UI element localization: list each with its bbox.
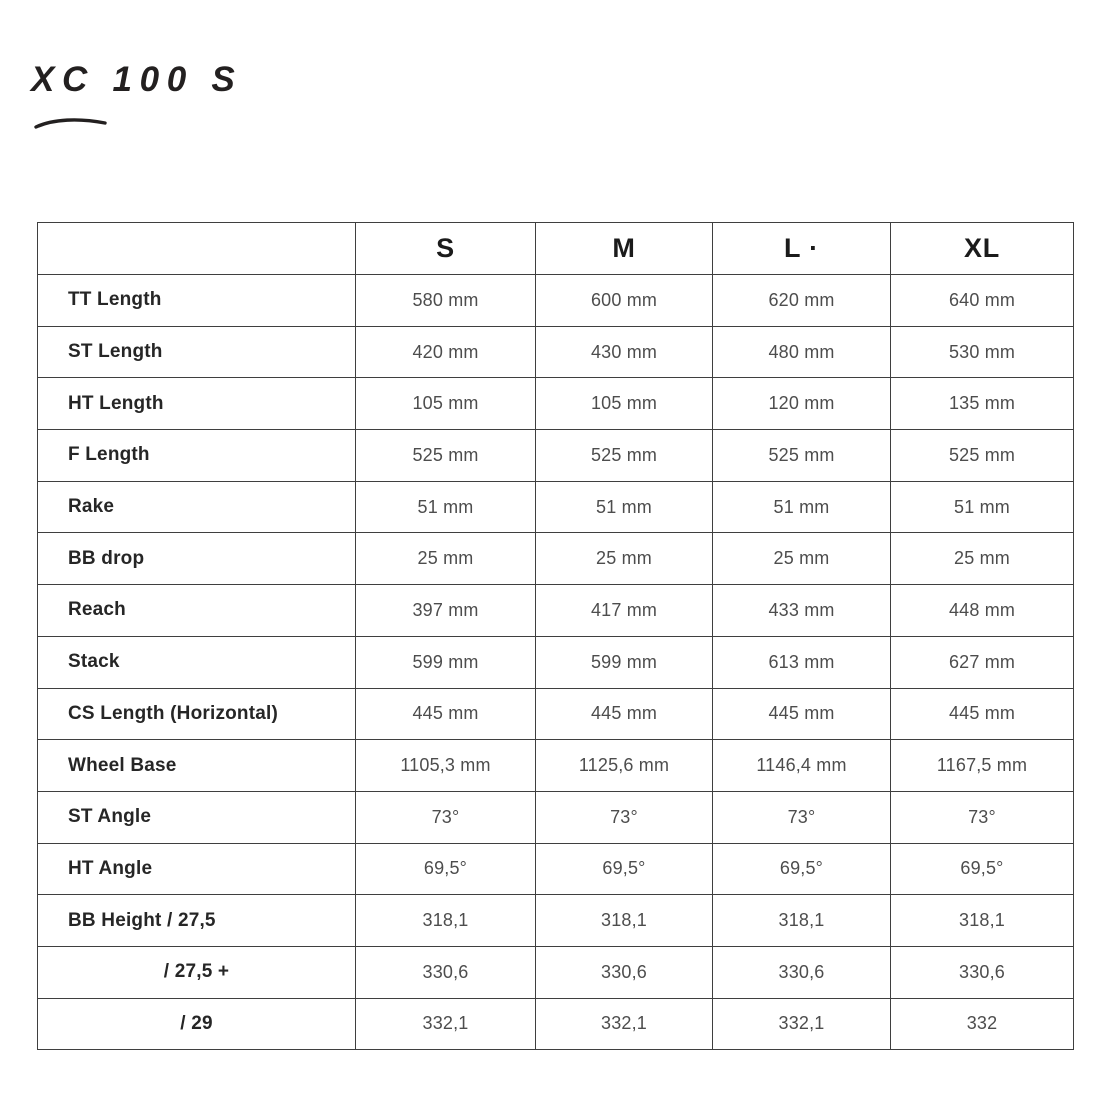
cell-value: 51 mm — [891, 481, 1074, 533]
cell-value: 330,6 — [356, 946, 536, 998]
cell-value: 1105,3 mm — [356, 740, 536, 792]
cell-value: 417 mm — [536, 585, 713, 637]
cell-value: 69,5° — [713, 843, 891, 895]
table-row — [38, 585, 1074, 637]
row-label: Reach — [38, 585, 356, 637]
row-label: Wheel Base — [38, 740, 356, 792]
cell-value: 330,6 — [536, 946, 713, 998]
cell-value: 120 mm — [713, 378, 891, 430]
cell-value: 433 mm — [713, 585, 891, 637]
cell-value: 25 mm — [713, 533, 891, 585]
cell-value: 105 mm — [356, 378, 536, 430]
row-label: BB drop — [38, 533, 356, 585]
cell-value: 530 mm — [891, 326, 1074, 378]
row-label: F Length — [38, 430, 356, 482]
page-title: XC 100 S — [31, 60, 243, 99]
header-row — [38, 223, 1074, 275]
header-cell-size-xl: XL — [891, 223, 1074, 275]
cell-value: 332,1 — [713, 998, 891, 1050]
geometry-table — [37, 222, 1074, 1050]
row-label: / 27,5 + — [38, 946, 356, 998]
cell-value: 51 mm — [713, 481, 891, 533]
row-label: HT Length — [38, 378, 356, 430]
cell-value: 51 mm — [356, 481, 536, 533]
cell-value: 73° — [891, 791, 1074, 843]
cell-value: 318,1 — [713, 895, 891, 947]
cell-value: 51 mm — [536, 481, 713, 533]
cell-value: 420 mm — [356, 326, 536, 378]
cell-value: 105 mm — [536, 378, 713, 430]
table-row — [38, 843, 1074, 895]
table-row — [38, 326, 1074, 378]
header-cell-size-m: M — [536, 223, 713, 275]
cell-value: 1167,5 mm — [891, 740, 1074, 792]
table-row — [38, 688, 1074, 740]
cell-value: 330,6 — [891, 946, 1074, 998]
cell-value: 600 mm — [536, 275, 713, 327]
cell-value: 448 mm — [891, 585, 1074, 637]
cell-value: 445 mm — [713, 688, 891, 740]
title-underline-swoosh — [33, 114, 109, 134]
geometry-table-body — [38, 275, 1074, 1050]
cell-value: 1146,4 mm — [713, 740, 891, 792]
cell-value: 525 mm — [713, 430, 891, 482]
cell-value: 525 mm — [891, 430, 1074, 482]
cell-value: 397 mm — [356, 585, 536, 637]
header-cell-size-s: S — [356, 223, 536, 275]
row-label: ST Length — [38, 326, 356, 378]
row-label: Rake — [38, 481, 356, 533]
cell-value: 25 mm — [356, 533, 536, 585]
cell-value: 613 mm — [713, 636, 891, 688]
cell-value: 627 mm — [891, 636, 1074, 688]
cell-value: 330,6 — [713, 946, 891, 998]
cell-value: 318,1 — [356, 895, 536, 947]
cell-value: 332,1 — [356, 998, 536, 1050]
cell-value: 318,1 — [536, 895, 713, 947]
table-row — [38, 430, 1074, 482]
cell-value: 1125,6 mm — [536, 740, 713, 792]
cell-value: 25 mm — [891, 533, 1074, 585]
cell-value: 445 mm — [356, 688, 536, 740]
row-label: / 29 — [38, 998, 356, 1050]
table-row — [38, 275, 1074, 327]
cell-value: 480 mm — [713, 326, 891, 378]
table-row — [38, 946, 1074, 998]
cell-value: 599 mm — [356, 636, 536, 688]
row-label: CS Length (Horizontal) — [38, 688, 356, 740]
row-label: HT Angle — [38, 843, 356, 895]
cell-value: 318,1 — [891, 895, 1074, 947]
table-row — [38, 636, 1074, 688]
cell-value: 430 mm — [536, 326, 713, 378]
table-row — [38, 378, 1074, 430]
table-row — [38, 533, 1074, 585]
cell-value: 445 mm — [536, 688, 713, 740]
table-row — [38, 481, 1074, 533]
row-label: TT Length — [38, 275, 356, 327]
cell-value: 69,5° — [536, 843, 713, 895]
cell-value: 69,5° — [891, 843, 1074, 895]
cell-value: 525 mm — [536, 430, 713, 482]
cell-value: 525 mm — [356, 430, 536, 482]
geometry-table-header — [38, 223, 1074, 275]
header-cell-blank — [38, 223, 356, 275]
table-row — [38, 895, 1074, 947]
cell-value: 580 mm — [356, 275, 536, 327]
cell-value: 445 mm — [891, 688, 1074, 740]
table-row — [38, 998, 1074, 1050]
cell-value: 69,5° — [356, 843, 536, 895]
table-row — [38, 791, 1074, 843]
cell-value: 332,1 — [536, 998, 713, 1050]
cell-value: 73° — [713, 791, 891, 843]
row-label: ST Angle — [38, 791, 356, 843]
header-cell-size-l: L · — [713, 223, 891, 275]
cell-value: 25 mm — [536, 533, 713, 585]
cell-value: 620 mm — [713, 275, 891, 327]
table-row — [38, 740, 1074, 792]
row-label: BB Height / 27,5 — [38, 895, 356, 947]
row-label: Stack — [38, 636, 356, 688]
cell-value: 599 mm — [536, 636, 713, 688]
cell-value: 135 mm — [891, 378, 1074, 430]
cell-value: 73° — [356, 791, 536, 843]
cell-value: 640 mm — [891, 275, 1074, 327]
cell-value: 73° — [536, 791, 713, 843]
cell-value: 332 — [891, 998, 1074, 1050]
